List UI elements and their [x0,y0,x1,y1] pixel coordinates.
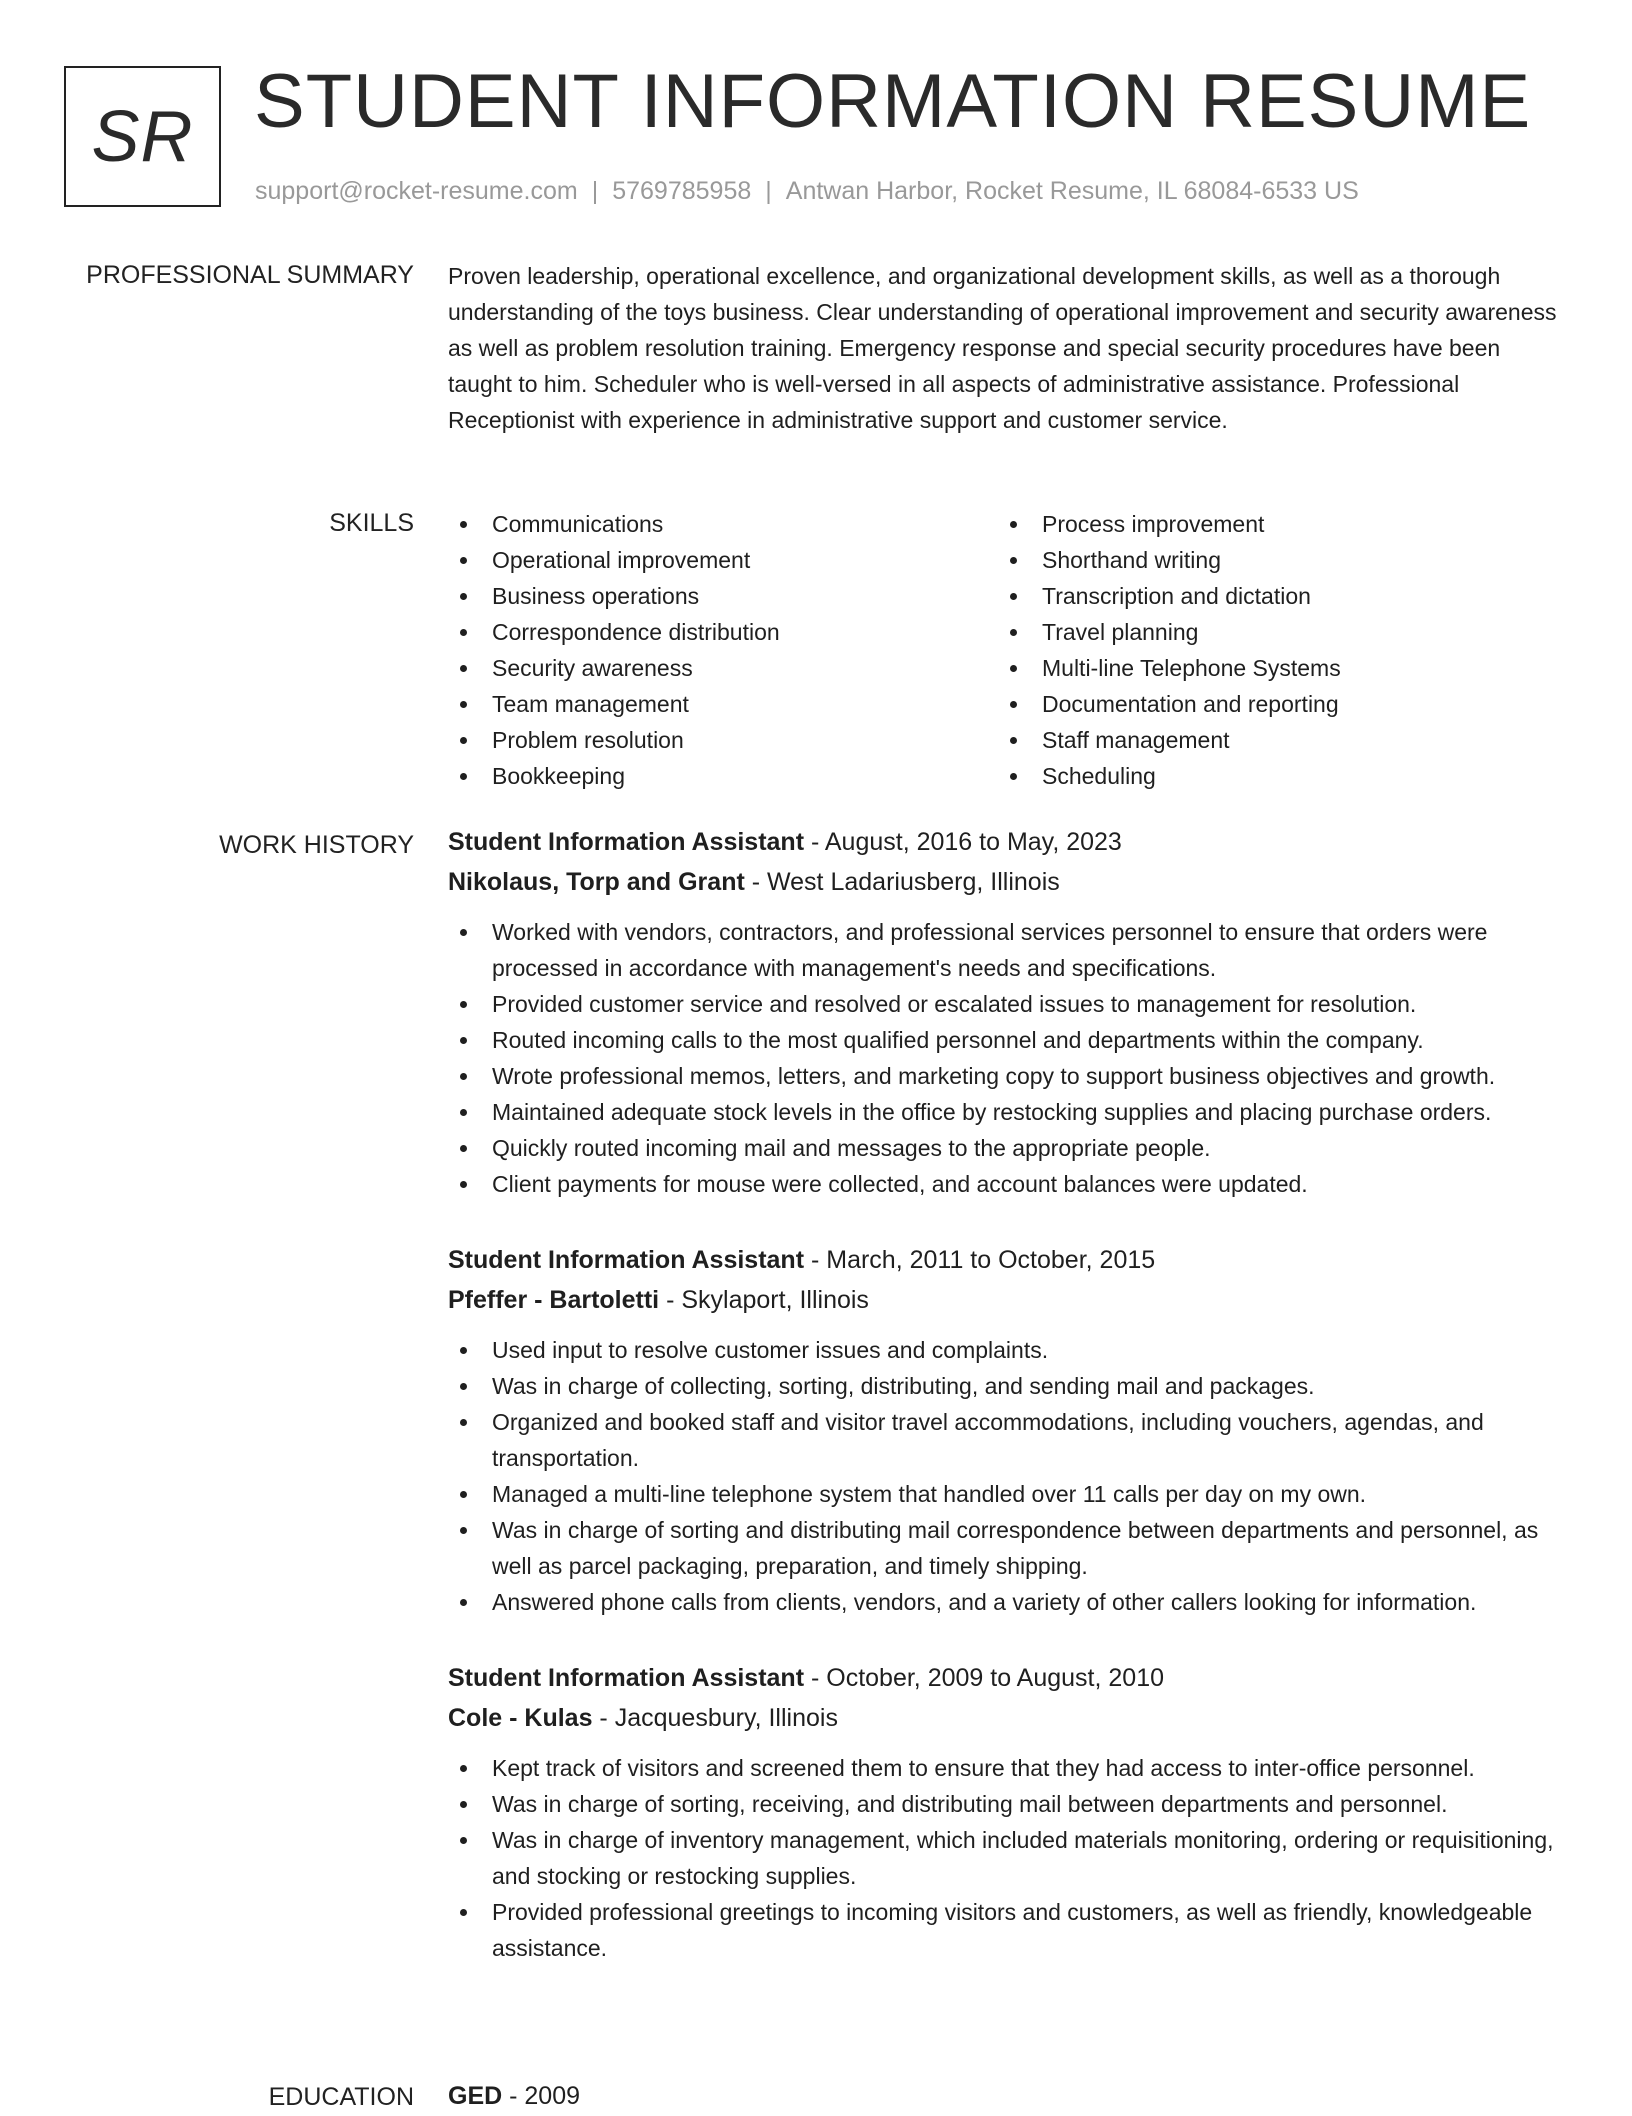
skill-item: Documentation and reporting [998,686,1548,722]
contact-address: Antwan Harbor, Rocket Resume, IL 68084-6533 US [785,177,1359,205]
skill-item: Bookkeeping [448,758,998,794]
skill-item: Business operations [448,578,998,614]
skill-item: Travel planning [998,614,1548,650]
job-duty: Wrote professional memos, letters, and marketing copy to support business objectives and growth. [448,1058,1568,1094]
job-company: Cole - Kulas [448,1704,593,1732]
job-location: - Jacquesbury, Illinois [592,1704,838,1732]
summary-heading: PROFESSIONAL SUMMARY [86,261,414,289]
summary-text: Proven leadership, operational excellence, and organizational development skills, as well as a thorough understanding of the toys business. Clear understanding of operational improvement and security awareness as well as problem resolution training. Emergency response and special security procedures have been taught to him. Scheduler who is well-versed in all aspects of administrative assistance. Professional Receptionist with experience in administrative support and customer service. [448,263,1557,433]
contact-phone[interactable]: 5769785958 [612,177,752,205]
monogram-initials: SR [91,96,194,177]
skill-item: Multi-line Telephone Systems [998,650,1548,686]
skill-item: Communications [448,506,998,542]
skills-list-right [998,506,1548,794]
job-duty: Maintained adequate stock levels in the office by restocking supplies and placing purchase orders. [448,1094,1568,1130]
job-duty: Kept track of visitors and screened them to ensure that they had access to inter-office personnel. [448,1750,1568,1786]
job-duties-list [448,1750,1568,1966]
education-body [448,2076,1568,2116]
job-duty: Worked with vendors, contractors, and professional services personnel to ensure that orders were processed in accordance with management's needs and specifications. [448,914,1568,986]
job-company: Nikolaus, Torp and Grant [448,868,745,896]
job-title-line [448,1658,1568,1698]
job-dates: - March, 2011 to October, 2015 [804,1246,1156,1274]
contact-email[interactable]: support@rocket-resume.com [255,177,578,205]
job-duty: Quickly routed incoming mail and messages to the appropriate people. [448,1130,1568,1166]
job-company-line [448,1280,1568,1320]
monogram-badge [64,66,221,207]
work-history-heading: WORK HISTORY [219,831,414,859]
job-duty: Routed incoming calls to the most qualified personnel and departments within the company. [448,1022,1568,1058]
skill-item: Process improvement [998,506,1548,542]
skill-item: Problem resolution [448,722,998,758]
job-duty: Client payments for mouse were collected, and account balances were updated. [448,1166,1568,1202]
education-year: - 2009 [502,2082,581,2110]
job-company: Pfeffer - Bartoletti [448,1286,660,1314]
skill-item: Scheduling [998,758,1548,794]
skill-item: Security awareness [448,650,998,686]
skill-item: Correspondence distribution [448,614,998,650]
job-duty: Provided professional greetings to incoming visitors and customers, as well as friendly, knowledgeable assistance. [448,1894,1568,1966]
skill-item: Operational improvement [448,542,998,578]
contact-separator: | [591,177,599,205]
job-duty: Was in charge of sorting and distributing mail correspondence between departments and personnel, as well as parcel packaging, preparation, and timely shipping. [448,1512,1568,1584]
job-duty: Was in charge of collecting, sorting, distributing, and sending mail and packages. [448,1368,1568,1404]
resume-title: STUDENT INFORMATION RESUME [254,59,1532,144]
job-company-line [448,1698,1568,1738]
job-entry [448,1658,1568,1966]
summary-body [448,258,1568,438]
job-dates: - October, 2009 to August, 2010 [804,1664,1165,1692]
job-duty: Answered phone calls from clients, vendors, and a variety of other callers looking for information. [448,1584,1568,1620]
job-duties-list [448,1332,1568,1620]
job-entry [448,1240,1568,1620]
job-duty: Used input to resolve customer issues and complaints. [448,1332,1568,1368]
job-duty: Provided customer service and resolved or escalated issues to management for resolution. [448,986,1568,1022]
job-position: Student Information Assistant [448,828,805,856]
job-duty: Managed a multi-line telephone system that handled over 11 calls per day on my own. [448,1476,1568,1512]
job-title-line [448,1240,1568,1280]
job-duty: Was in charge of sorting, receiving, and distributing mail between departments and personnel. [448,1786,1568,1822]
job-entry [448,822,1568,1202]
job-position: Student Information Assistant [448,1664,805,1692]
skills-grid [448,506,1568,794]
work-history-body [448,822,1568,2004]
job-duty: Was in charge of inventory management, which included materials monitoring, ordering or requisitioning, and stocking or restocking supplies. [448,1822,1568,1894]
job-location: - West Ladariusberg, Illinois [744,868,1060,896]
job-title-line [448,822,1568,862]
skills-heading: SKILLS [329,509,414,537]
skill-item: Shorthand writing [998,542,1548,578]
job-position: Student Information Assistant [448,1246,805,1274]
skill-item: Transcription and dictation [998,578,1548,614]
contact-line [255,174,1359,208]
education-heading: EDUCATION [268,2083,414,2111]
job-location: - Skylaport, Illinois [659,1286,869,1314]
job-company-line [448,862,1568,902]
skill-item: Team management [448,686,998,722]
education-degree: GED [448,2082,503,2110]
contact-separator: | [765,177,772,205]
skills-list-left [448,506,998,794]
skills-body [448,506,1568,794]
job-duty: Organized and booked staff and visitor travel accommodations, including vouchers, agendas, and transportation. [448,1404,1568,1476]
skill-item: Staff management [998,722,1548,758]
job-dates: - August, 2016 to May, 2023 [804,828,1122,856]
education-line [448,2076,1568,2116]
job-duties-list [448,914,1568,1202]
